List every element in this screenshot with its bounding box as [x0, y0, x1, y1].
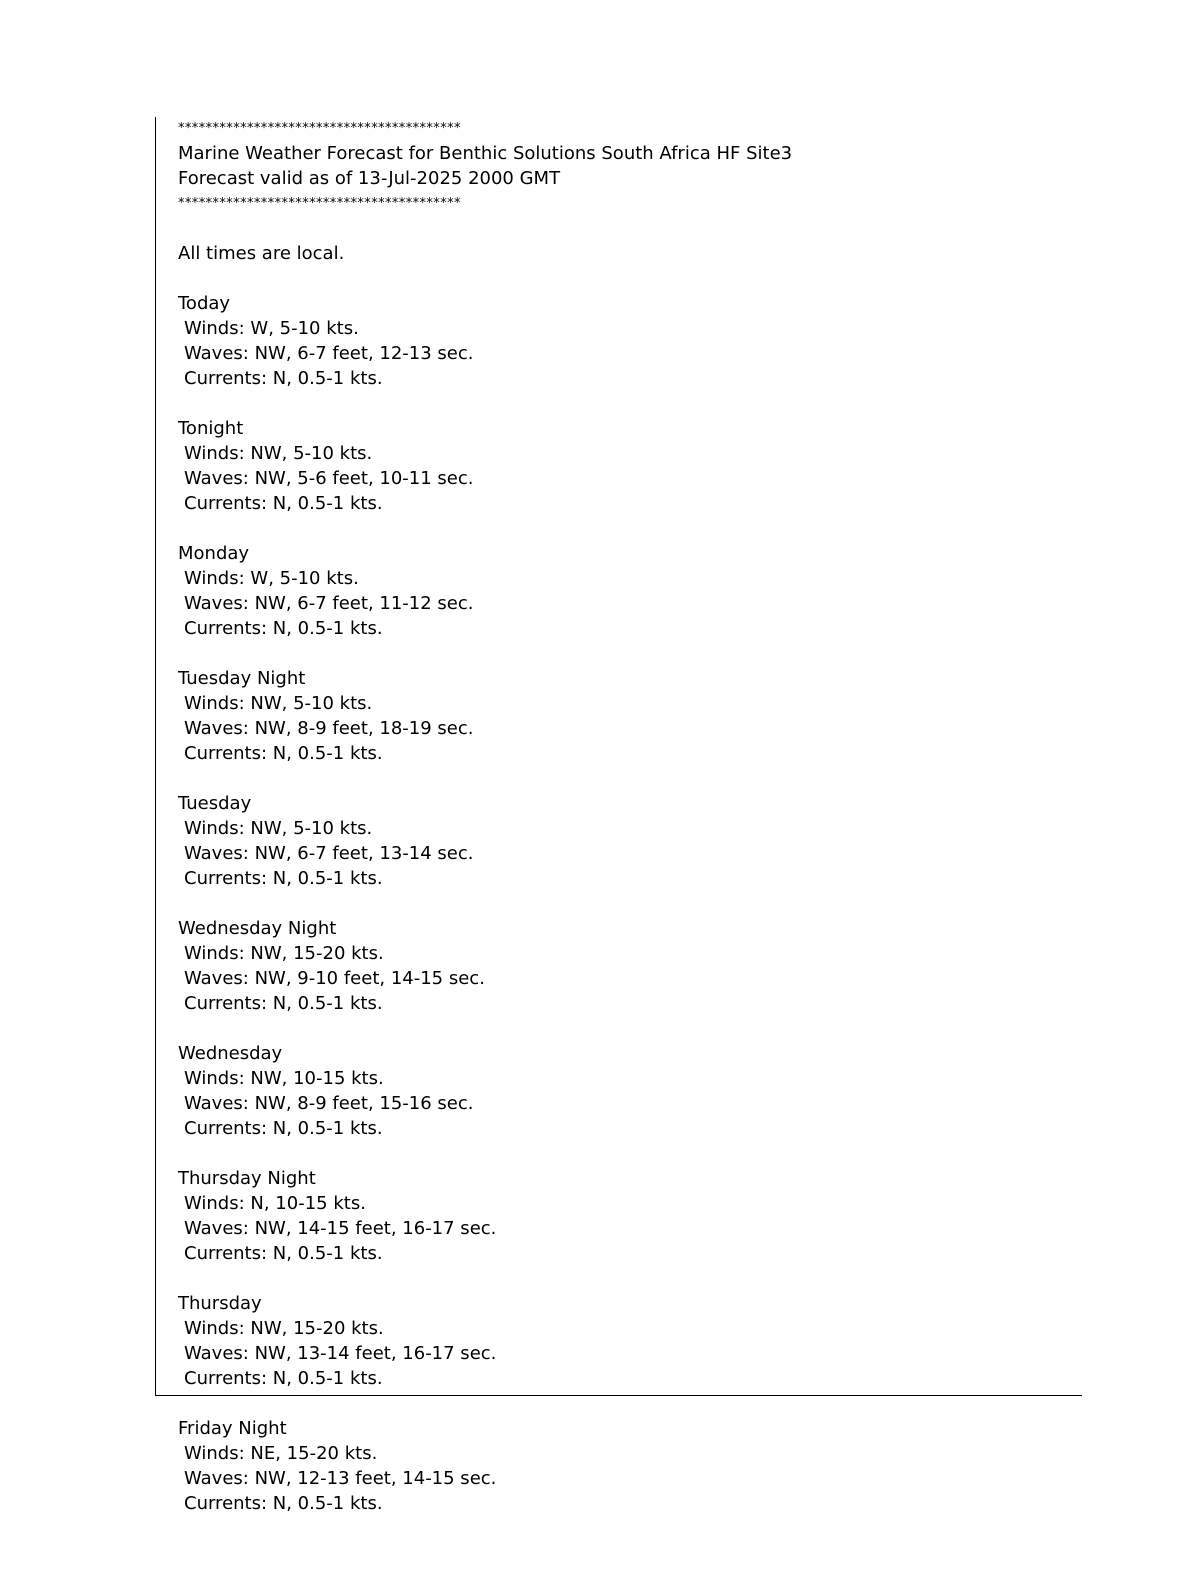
period-name: Today [178, 293, 231, 314]
currents-line: Currents: N, 0.5-1 kts. [184, 368, 383, 389]
forecast-period [178, 416, 792, 541]
winds-line: Winds: NW, 15-20 kts. [184, 1318, 384, 1339]
time-note: All times are local. [178, 243, 345, 264]
forecast-periods [178, 291, 792, 1516]
period-name: Monday [178, 543, 250, 564]
winds-line: Winds: NW, 15-20 kts. [184, 943, 384, 964]
spacer [178, 516, 792, 541]
period-name: Wednesday Night [178, 918, 337, 939]
period-name: Friday Night [178, 1418, 287, 1439]
period-name: Thursday [178, 1293, 262, 1314]
spacer [178, 1391, 792, 1416]
winds-line: Winds: W, 5-10 kts. [184, 568, 359, 589]
waves-line: Waves: NW, 8-9 feet, 15-16 sec. [184, 1093, 474, 1114]
spacer [178, 891, 792, 916]
period-name: Tonight [178, 418, 244, 439]
header-stars-top: ***************************************** [178, 121, 461, 136]
winds-line: Winds: NE, 15-20 kts. [184, 1443, 378, 1464]
spacer [178, 1141, 792, 1166]
waves-line: Waves: NW, 12-13 feet, 14-15 sec. [184, 1468, 497, 1489]
winds-line: Winds: NW, 10-15 kts. [184, 1068, 384, 1089]
forecast-document [178, 116, 792, 1516]
period-name: Tuesday [178, 793, 252, 814]
currents-line: Currents: N, 0.5-1 kts. [184, 1118, 383, 1139]
winds-line: Winds: N, 10-15 kts. [184, 1193, 366, 1214]
spacer [178, 266, 792, 291]
spacer [178, 766, 792, 791]
currents-line: Currents: N, 0.5-1 kts. [184, 868, 383, 889]
forecast-valid-time: Forecast valid as of 13-Jul-2025 2000 GMT [178, 168, 561, 189]
winds-line: Winds: W, 5-10 kts. [184, 318, 359, 339]
waves-line: Waves: NW, 14-15 feet, 16-17 sec. [184, 1218, 497, 1239]
waves-line: Waves: NW, 6-7 feet, 13-14 sec. [184, 843, 474, 864]
spacer [178, 1266, 792, 1291]
header-stars-bottom: ***************************************** [178, 196, 461, 211]
spacer [178, 641, 792, 666]
waves-line: Waves: NW, 8-9 feet, 18-19 sec. [184, 718, 474, 739]
winds-line: Winds: NW, 5-10 kts. [184, 818, 373, 839]
forecast-period [178, 1041, 792, 1166]
period-name: Tuesday Night [178, 668, 306, 689]
forecast-period [178, 666, 792, 791]
period-name: Wednesday [178, 1043, 283, 1064]
waves-line: Waves: NW, 13-14 feet, 16-17 sec. [184, 1343, 497, 1364]
forecast-period [178, 1166, 792, 1291]
forecast-period [178, 1291, 792, 1416]
forecast-period [178, 916, 792, 1041]
forecast-period [178, 291, 792, 416]
waves-line: Waves: NW, 6-7 feet, 11-12 sec. [184, 593, 474, 614]
spacer [178, 391, 792, 416]
waves-line: Waves: NW, 6-7 feet, 12-13 sec. [184, 343, 474, 364]
currents-line: Currents: N, 0.5-1 kts. [184, 1368, 383, 1389]
waves-line: Waves: NW, 9-10 feet, 14-15 sec. [184, 968, 485, 989]
currents-line: Currents: N, 0.5-1 kts. [184, 493, 383, 514]
spacer [178, 1016, 792, 1041]
currents-line: Currents: N, 0.5-1 kts. [184, 618, 383, 639]
forecast-title: Marine Weather Forecast for Benthic Solutions South Africa HF Site3 [178, 143, 793, 164]
winds-line: Winds: NW, 5-10 kts. [184, 693, 373, 714]
spacer [178, 216, 792, 241]
currents-line: Currents: N, 0.5-1 kts. [184, 743, 383, 764]
waves-line: Waves: NW, 5-6 feet, 10-11 sec. [184, 468, 474, 489]
forecast-period [178, 1416, 792, 1516]
currents-line: Currents: N, 0.5-1 kts. [184, 1243, 383, 1264]
forecast-period [178, 791, 792, 916]
period-name: Thursday Night [178, 1168, 316, 1189]
currents-line: Currents: N, 0.5-1 kts. [184, 993, 383, 1014]
winds-line: Winds: NW, 5-10 kts. [184, 443, 373, 464]
currents-line: Currents: N, 0.5-1 kts. [184, 1493, 383, 1514]
forecast-period [178, 541, 792, 666]
left-border-line [155, 117, 156, 1396]
